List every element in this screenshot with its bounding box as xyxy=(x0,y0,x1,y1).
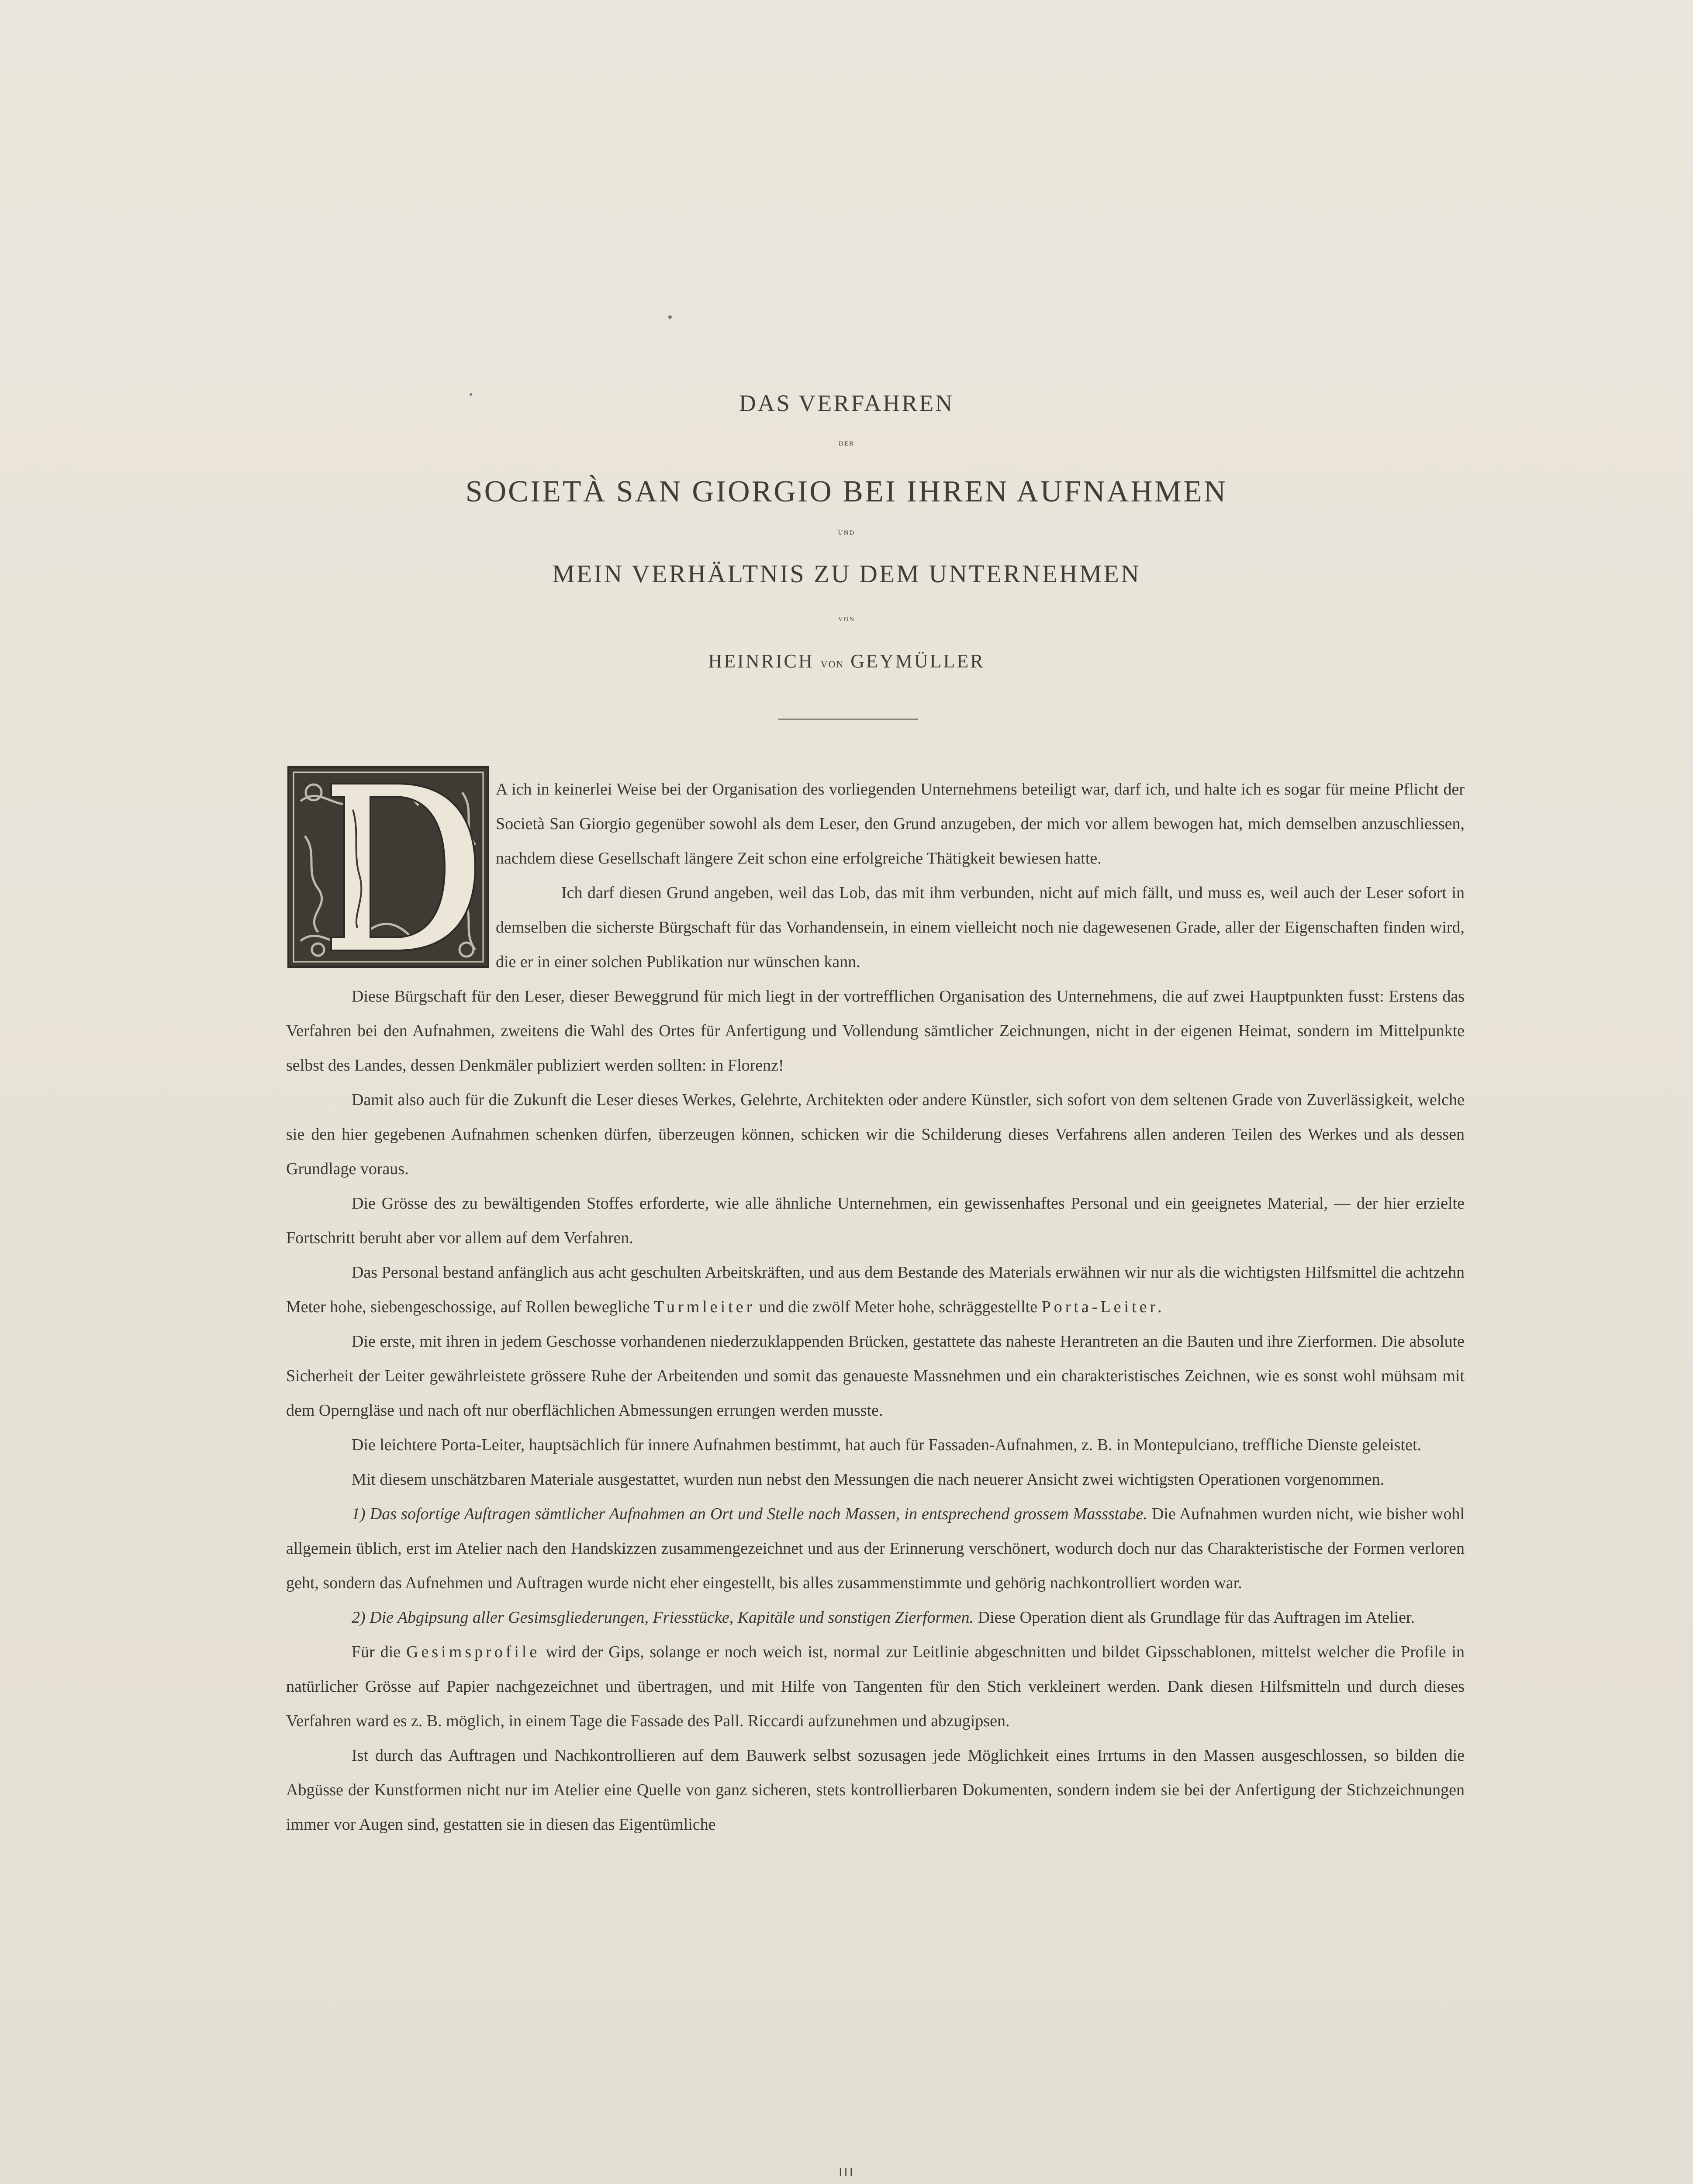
paragraph-13: Ist durch das Auftragen und Nachkontrollieren auf dem Bauwerk selbst sozusagen jede Möglichkeit eines Irrtums in den Massen ausgeschlossen, so bilden die Abgüsse der Kunstformen nicht nur im Atelier eine Quelle von ganz sicheren, stets kontrollierbaren Dokumenten, sondern indem sie bei der Anfertigung der Stichzeichnungen immer vor Augen sind, gestatten sie in diesen das Eigentümliche xyxy=(286,1746,1465,1834)
p10-italic: 1) Das sofortige Auftragen sämtlicher Aufnahmen an Ort und Stelle nach Massen, in entsprechend grossem Massstabe. xyxy=(352,1505,1147,1523)
p11-italic: 2) Die Abgipsung aller Gesimsgliederungen, Friesstücke, Kapitäle und sonstigen Zierformen. xyxy=(352,1608,974,1627)
title-rule xyxy=(778,719,918,720)
body-text xyxy=(286,772,1465,1842)
p12-text-b: wird der Gips, solange er noch weich ist, normal zur Leitlinie abgeschnitten und bildet Gipsschablonen, mittelst welcher die Profile in natürlicher Grösse auf Papier nachgezeichnet und übertragen, und mit Hilfe von Tangenten für den Stich verkleinert werden. Dank diesen Hilfsmitteln und durch dieses Verfahren ward es z. B. möglich, in einem Tage die Fassade des Pall. Riccardi aufzunehmen und abzugipsen. xyxy=(286,1643,1465,1730)
p12-gesimsprofile: Gesimsprofile xyxy=(406,1643,540,1661)
author-von: VON xyxy=(820,659,844,670)
paragraph-9: Mit diesem unschätzbaren Materiale ausgestattet, wurden nun nebst den Messungen die nach neuerer Ansicht zwei wichtigsten Operationen vorgenommen. xyxy=(352,1470,1385,1489)
paragraph-6 xyxy=(286,1255,1465,1324)
paragraph-5: Die Grösse des zu bewältigenden Stoffes erforderte, wie alle ähnliche Unternehmen, ein gewissenhaftes Personal und ein geeignetes Material, — der hier erzielte Fortschritt beruht aber vor allem auf dem Verfahren. xyxy=(286,1194,1465,1247)
dropcap-space xyxy=(286,772,496,978)
paragraph-1: A ich in keinerlei Weise bei der Organisation des vorliegenden Unternehmens beteiligt war, darf ich, und halte ich es sogar für meine Pflicht der Società San Giorgio gegenüber sowohl als dem Leser, den Grund anzugeben, der mich vor allem bewogen hat, mich demselben anzuschliessen, nachdem diese Gesellschaft längere Zeit schon eine erfolgreiche Thätigkeit bewiesen hatte. xyxy=(496,780,1465,867)
author-first: HEINRICH xyxy=(708,650,814,672)
paragraph-2: Ich darf diesen Grund angeben, weil das Lob, das mit ihm verbunden, nicht auf mich fällt, und muss es, weil auch der Leser sofort in demselben die sicherste Bürgschaft für das Vorhandensein, in einem vielleicht noch nie dagewesenen Grade, aller der Eigenschaften finden wird, die er in einer solchen Publikation nur wünschen kann. xyxy=(496,884,1465,971)
scan-speck xyxy=(668,315,672,319)
paragraph-4: Damit also auch für die Zukunft die Leser dieses Werkes, Gelehrte, Architekten oder andere Künstler, sich sofort von dem seltenen Grade von Zuverlässigkeit, welche sie den hier gegebenen Aufnahmen schenken dürfen, überzeugen können, schicken wir die Schilderung dieses Verfahrens allen anderen Teilen des Werkes und als dessen Grundlage voraus. xyxy=(286,1091,1465,1178)
title-line-2: SOCIETÀ SAN GIORGIO BEI IHREN AUFNAHMEN xyxy=(465,475,1228,508)
p6-turmleiter: Turmleiter xyxy=(654,1298,755,1316)
author-last: GEYMÜLLER xyxy=(850,650,985,672)
p10-text: Die Aufnahmen wurden nicht, wie bisher wohl allgemein üblich, erst im Atelier nach den Handskizzen zusammengezeichnet und aus der Erinnerung verschönert, wodurch doch nur das Charakteristische der Formen verloren geht, sondern das Aufnehmen und Auftragen wurde nicht eher eingestellt, bis alles zusammenstimmte und gehörig nachkontrolliert worden war. xyxy=(286,1505,1465,1592)
paragraph-8: Die leichtere Porta-Leiter, hauptsächlich für innere Aufnahmen bestimmt, hat auch für Fassaden-Aufnahmen, z. B. in Montepulciano, treffliche Dienste geleistet. xyxy=(352,1436,1422,1454)
author-line xyxy=(0,650,1693,672)
p6-text-a: Das Personal bestand anfänglich aus acht geschulten Arbeitskräften, und aus dem Bestande des Materials erwähnen wir nur als die wichtigsten Hilfsmittel die achtzehn Meter hohe, siebengeschossige, auf Rollen bewegliche xyxy=(286,1263,1465,1316)
title-der: DER xyxy=(839,440,854,447)
page-number: III xyxy=(838,2166,855,2179)
title-line-3: MEIN VERHÄLTNIS ZU DEM UNTERNEHMEN xyxy=(552,560,1141,588)
title-von: VON xyxy=(838,616,855,623)
paragraph-11 xyxy=(286,1600,1465,1635)
p12-text-a: Für die xyxy=(352,1643,401,1661)
p6-porta-leiter: Porta-Leiter. xyxy=(1041,1298,1165,1316)
paragraph-12 xyxy=(286,1635,1465,1738)
paragraph-10 xyxy=(286,1497,1465,1600)
paragraph-3: Diese Bürgschaft für den Leser, dieser Beweggrund für mich liegt in der vortrefflichen Organisation des Unternehmens, die auf zwei Hauptpunkten fusst: Erstens das Verfahren bei den Aufnahmen, zweitens die Wahl des Ortes für Anfertigung und Vollendung sämtlicher Zeichnungen, nicht in der eigenen Heimat, sondern im Mittelpunkte selbst des Landes, dessen Denkmäler publiziert werden sollten: in Florenz! xyxy=(286,987,1465,1075)
p11-text: Diese Operation dient als Grundlage für das Auftragen im Atelier. xyxy=(978,1608,1415,1627)
title-und: UND xyxy=(838,529,855,536)
title-line-1: DAS VERFAHREN xyxy=(739,390,954,416)
p6-text-b: und die zwölf Meter hohe, schräggestellte xyxy=(759,1298,1038,1316)
paragraph-7: Die erste, mit ihren in jedem Geschosse vorhandenen niederzuklappenden Brücken, gestattete das naheste Herantreten an die Bauten und ihre Zierformen. Die absolute Sicherheit der Leiter gewährleistete grössere Ruhe der Arbeitenden und somit das genaueste Massnehmen und ein charakteristisches Zeichnen, wie es sonst wohl mühsam mit dem Operngläse und nach oft nur oberflächlichen Abmessungen errungen werden musste. xyxy=(286,1332,1465,1420)
